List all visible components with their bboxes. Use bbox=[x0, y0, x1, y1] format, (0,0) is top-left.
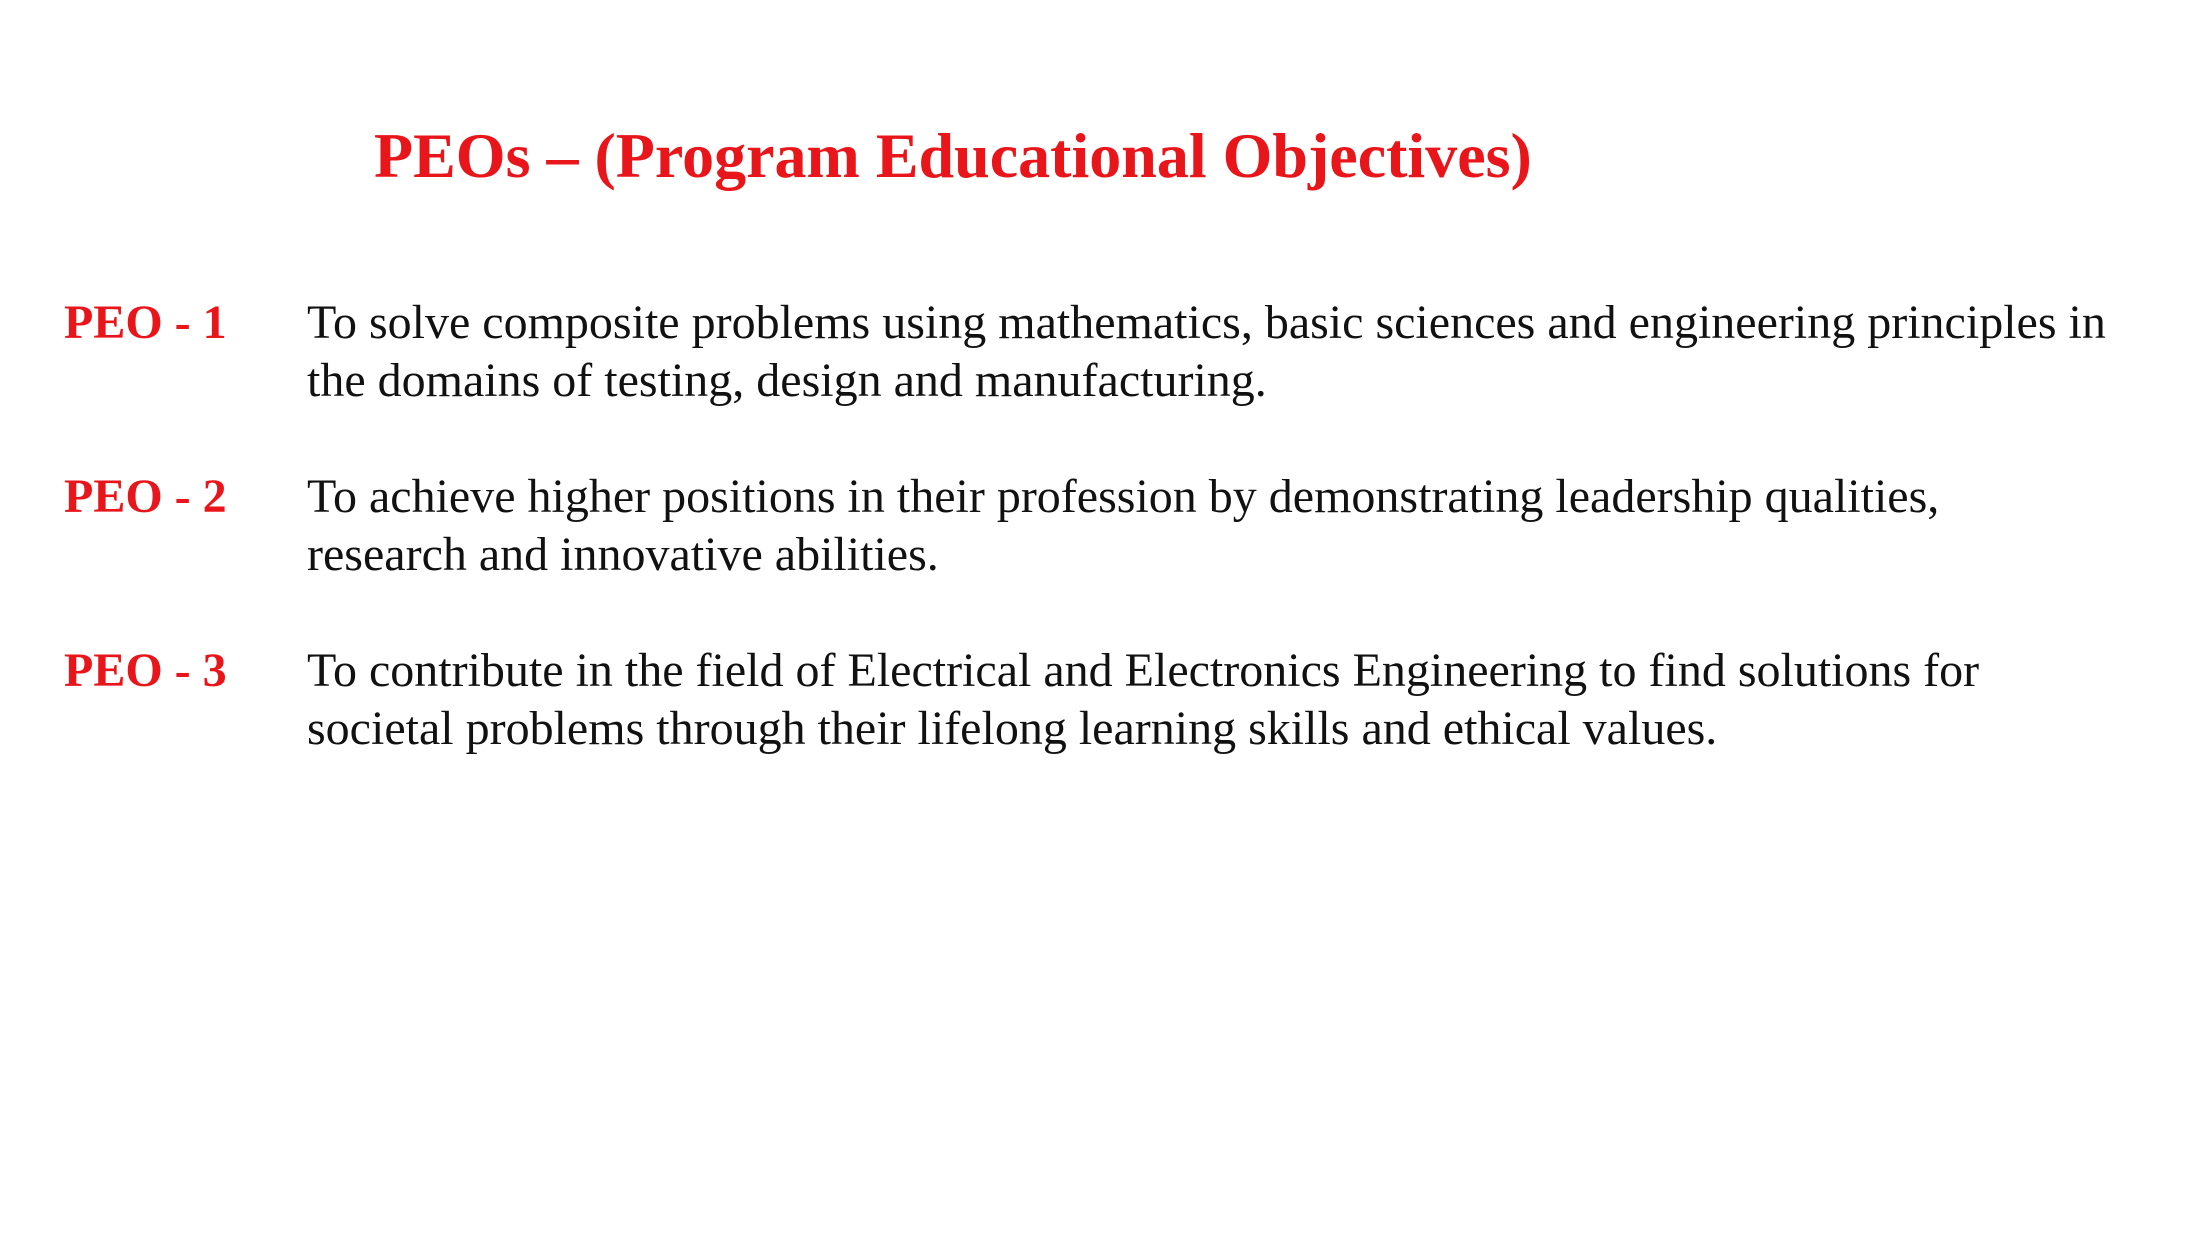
peo-item-3 bbox=[64, 642, 2204, 816]
peo-description bbox=[307, 468, 2207, 584]
peo-description-line: To achieve higher positions in their profession by demonstrating leadership qualities, bbox=[307, 470, 1940, 523]
peo-list bbox=[64, 294, 2204, 816]
peo-item-1 bbox=[64, 294, 2204, 468]
peo-description-line: To solve composite problems using mathematics, basic sciences and engineering principles in bbox=[307, 296, 2106, 349]
peo-description bbox=[307, 294, 2207, 410]
peo-label: PEO - 3 bbox=[64, 644, 227, 697]
peo-item-2 bbox=[64, 468, 2204, 642]
peo-description-line: research and innovative abilities. bbox=[307, 528, 939, 581]
peo-label: PEO - 1 bbox=[64, 296, 227, 349]
page-title: PEOs – (Program Educational Objectives) bbox=[374, 120, 1532, 191]
peo-description bbox=[307, 642, 2207, 758]
peo-description-line: To contribute in the field of Electrical and Electronics Engineering to find solutions for bbox=[307, 644, 1980, 697]
peo-description-line: the domains of testing, design and manufacturing. bbox=[307, 354, 1267, 407]
peo-description-line: societal problems through their lifelong learning skills and ethical values. bbox=[307, 702, 1718, 755]
peo-label: PEO - 2 bbox=[64, 470, 227, 523]
